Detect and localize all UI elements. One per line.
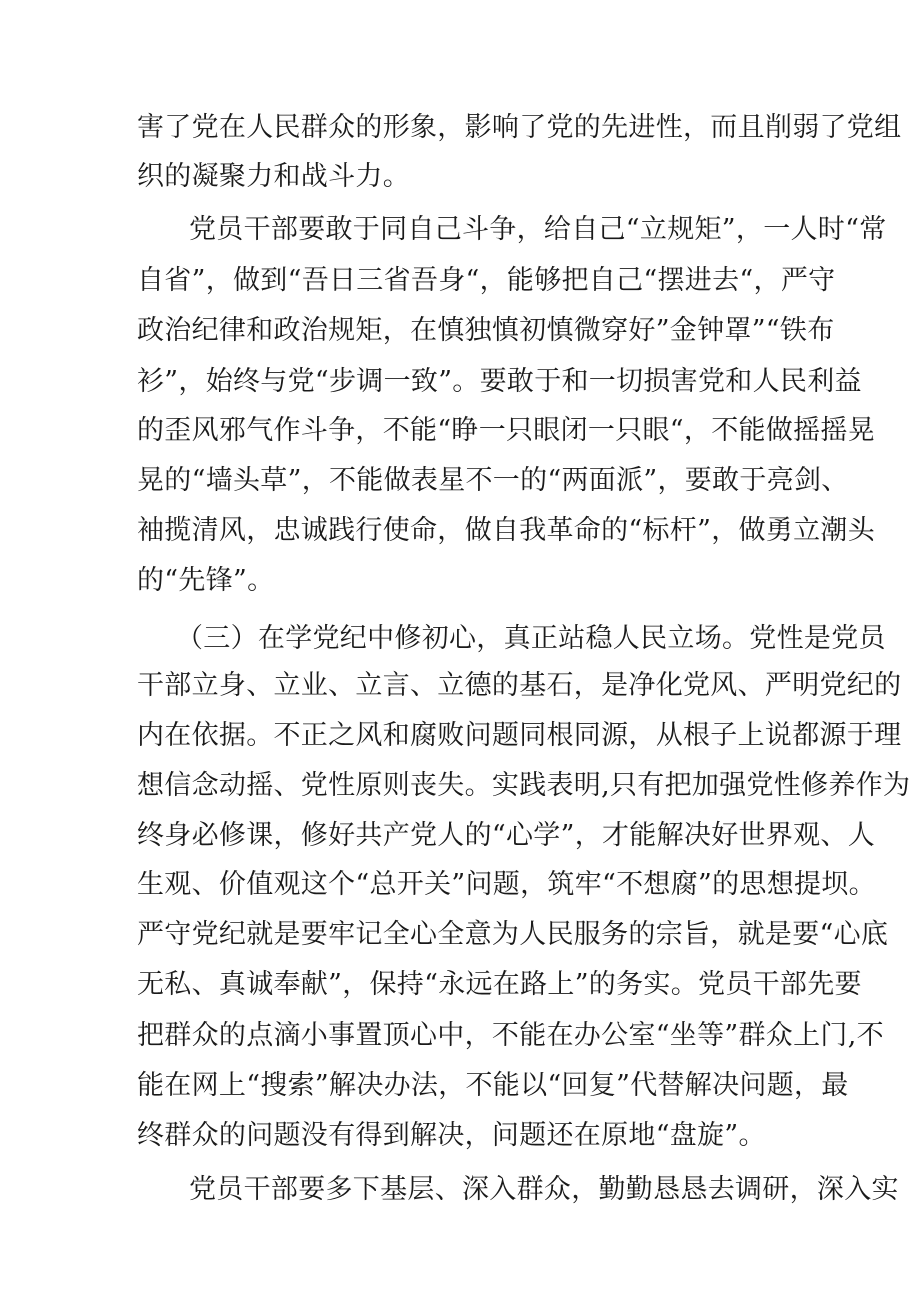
paragraph-line: 党员干部要敢于同自己斗争，给自己“立规矩”，一人时“常	[189, 214, 887, 245]
paragraph-line: 织的凝聚力和战斗力。	[137, 161, 410, 192]
paragraph-line: 的“先锋”。	[137, 565, 275, 596]
paragraph-line: 严守党纪就是要牢记全心全意为人民服务的宗旨，就是要“心底	[137, 919, 889, 950]
paragraph-line: 衫”，始终与党“步调一致”。要敢于和一切损害党和人民利益	[137, 366, 862, 397]
paragraph-line: 终群众的问题没有得到解决，问题还在原地“盘旋”。	[137, 1120, 766, 1151]
paragraph-line: 害了党在人民群众的形象，影响了党的先进性，而且削弱了党组	[137, 112, 902, 143]
paragraph-line: 的歪风邪气作斗争，不能“睁一只眼闭一只眼“，不能做摇摇晃	[137, 415, 876, 446]
paragraph-line: 生观、价值观这个“总开关”问题，筑牢“不想腐”的思想提坝。	[137, 869, 876, 900]
paragraph-line: 党员干部要多下基层、深入群众，勤勤恳恳去调研，深入实	[189, 1174, 899, 1205]
paragraph-line: （三）在学党纪中修初心，真正站稳人民立场。党性是党员	[176, 623, 886, 654]
paragraph-line: 想信念动摇、党性原则丧失。实践表明,只有把加强党性修养作为	[137, 770, 911, 801]
paragraph-line: 能在网上“搜索”解决办法，不能以“回复”代替解决问题，最	[137, 1070, 849, 1101]
paragraph-line: 晃的“墙头草”，不能做表星不一的“两面派”，要敢于亮剑、	[137, 465, 849, 496]
paragraph-line: 政治纪律和政治规矩，在慎独慎初慎微穿好”金钟罩”“铁布	[137, 315, 835, 346]
paragraph-line: 袖揽清风，忠诚践行使命，做自我革命的“标杆”，做勇立潮头	[137, 515, 876, 546]
paragraph-line: 自省”，做到“吾日三省吾身“，能够把自己“摆进去“，严守	[137, 265, 836, 296]
paragraph-line: 把群众的点滴小事置顶心中，不能在办公室“坐等”群众上门,不	[137, 1020, 884, 1051]
paragraph-line: 干部立身、立业、立言、立德的基石，是净化党风、严明党纪的	[137, 670, 902, 701]
paragraph-line: 内在依据。不正之风和腐败问题同根同源，从根子上说都源于理	[137, 720, 902, 751]
paragraph-line: 终身必修课，修好共产党人的“心学”，才能解决好世界观、人	[137, 820, 876, 851]
paragraph-line: 无私、真诚奉献”，保持“永远在路上”的务实。党员干部先要	[137, 969, 862, 1000]
